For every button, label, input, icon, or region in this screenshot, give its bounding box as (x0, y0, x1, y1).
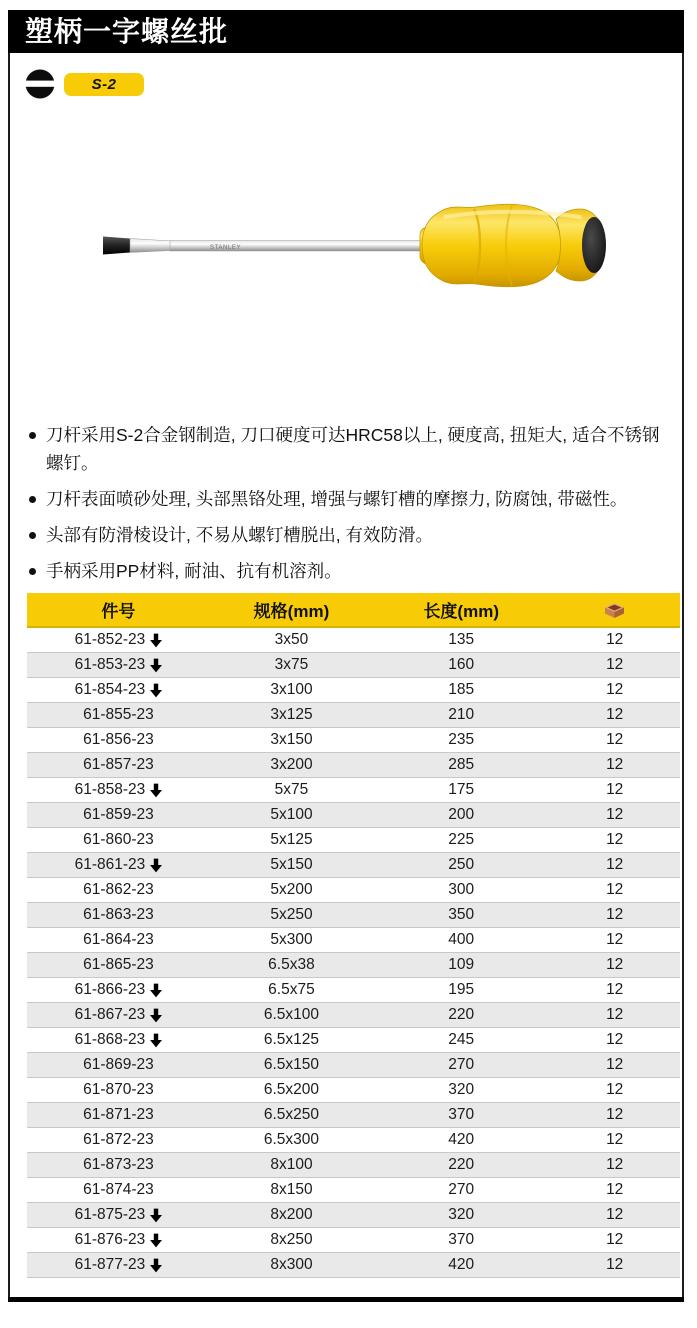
part-number: 61-858-23 (74, 781, 146, 798)
table-row (27, 627, 680, 653)
pack-qty-value: 12 (549, 1028, 680, 1053)
length-value: 420 (373, 1128, 549, 1153)
pack-qty-value: 12 (549, 1103, 680, 1128)
spec-value: 6.5x300 (210, 1128, 373, 1153)
table-row (27, 753, 680, 778)
spec-value: 6.5x250 (210, 1103, 373, 1128)
spec-value: 6.5x150 (210, 1053, 373, 1078)
product-image-screwdriver (60, 183, 620, 308)
handle-end-cap (582, 217, 606, 273)
feature-list (27, 421, 675, 585)
down-arrow-icon (150, 633, 162, 648)
table-row (27, 1028, 680, 1053)
bottom-rule (8, 1297, 684, 1302)
part-number: 61-872-23 (83, 1131, 154, 1148)
table-row (27, 803, 680, 828)
part-number: 61-863-23 (83, 906, 154, 923)
pack-qty-value: 12 (549, 1228, 680, 1253)
part-number: 61-868-23 (74, 1031, 146, 1048)
shaft-brand-text: STANLEY (210, 244, 242, 251)
part-number: 61-865-23 (83, 956, 154, 973)
pack-qty-value: 12 (549, 978, 680, 1003)
spec-value: 3x125 (210, 703, 373, 728)
length-value: 175 (373, 778, 549, 803)
part-number: 61-859-23 (83, 806, 154, 823)
pack-qty-value: 12 (549, 1253, 680, 1278)
pack-qty-value: 12 (549, 728, 680, 753)
pack-qty-value: 12 (549, 1053, 680, 1078)
spec-value: 6.5x200 (210, 1078, 373, 1103)
table-row (27, 1128, 680, 1153)
length-value: 245 (373, 1028, 549, 1053)
length-value: 270 (373, 1178, 549, 1203)
down-arrow-icon (150, 683, 162, 698)
length-value: 320 (373, 1203, 549, 1228)
length-value: 225 (373, 828, 549, 853)
pack-qty-value: 12 (549, 778, 680, 803)
part-number: 61-857-23 (83, 756, 154, 773)
part-number: 61-864-23 (83, 931, 154, 948)
col-header-length: 长度(mm) (373, 593, 549, 627)
spec-value: 8x250 (210, 1228, 373, 1253)
length-value: 185 (373, 678, 549, 703)
spec-value: 8x100 (210, 1153, 373, 1178)
length-value: 300 (373, 878, 549, 903)
part-number: 61-860-23 (83, 831, 154, 848)
table-row (27, 1228, 680, 1253)
length-value: 109 (373, 953, 549, 978)
col-header-spec: 规格(mm) (210, 593, 373, 627)
length-value: 350 (373, 903, 549, 928)
length-value: 270 (373, 1053, 549, 1078)
length-value: 160 (373, 653, 549, 678)
pack-qty-value: 12 (549, 803, 680, 828)
length-value: 210 (373, 703, 549, 728)
length-value: 370 (373, 1103, 549, 1128)
spec-value: 5x75 (210, 778, 373, 803)
part-number: 61-874-23 (83, 1181, 154, 1198)
spec-table-header-row (27, 593, 680, 627)
part-number: 61-876-23 (74, 1231, 146, 1248)
table-row (27, 778, 680, 803)
pack-qty-value: 12 (549, 903, 680, 928)
table-row (27, 928, 680, 953)
down-arrow-icon (150, 983, 162, 998)
col-header-pack-qty (549, 593, 680, 627)
table-row (27, 1178, 680, 1203)
part-number: 61-871-23 (83, 1106, 154, 1123)
part-number: 61-855-23 (83, 706, 154, 723)
part-number: 61-869-23 (83, 1056, 154, 1073)
part-number: 61-867-23 (74, 1006, 146, 1023)
down-arrow-icon (150, 658, 162, 673)
spec-value: 5x125 (210, 828, 373, 853)
part-number: 61-866-23 (74, 981, 146, 998)
spec-value: 5x250 (210, 903, 373, 928)
table-row (27, 1153, 680, 1178)
pack-qty-value: 12 (549, 1003, 680, 1028)
spec-value: 5x150 (210, 853, 373, 878)
pack-qty-value: 12 (549, 627, 680, 653)
part-number: 61-861-23 (74, 856, 146, 873)
spec-value: 5x300 (210, 928, 373, 953)
pack-qty-value: 12 (549, 953, 680, 978)
part-number: 61-856-23 (83, 731, 154, 748)
length-value: 400 (373, 928, 549, 953)
down-arrow-icon (150, 1208, 162, 1223)
pack-qty-value: 12 (549, 1078, 680, 1103)
part-number: 61-854-23 (74, 681, 146, 698)
feature-item: 手柄采用PP材料, 耐油、抗有机溶剂。 (27, 557, 675, 585)
spec-value: 3x100 (210, 678, 373, 703)
spec-value: 5x200 (210, 878, 373, 903)
part-number: 61-862-23 (83, 881, 154, 898)
down-arrow-icon (150, 1033, 162, 1048)
table-row (27, 1053, 680, 1078)
tip-type-row (25, 69, 682, 99)
length-value: 220 (373, 1003, 549, 1028)
pack-qty-value: 12 (549, 1203, 680, 1228)
pack-qty-value: 12 (549, 753, 680, 778)
spec-value: 3x150 (210, 728, 373, 753)
spec-value: 6.5x125 (210, 1028, 373, 1053)
spec-value: 8x200 (210, 1203, 373, 1228)
part-number: 61-877-23 (74, 1256, 146, 1273)
spec-value: 8x150 (210, 1178, 373, 1203)
table-row (27, 878, 680, 903)
table-row (27, 703, 680, 728)
part-number: 61-852-23 (74, 631, 146, 648)
table-row (27, 728, 680, 753)
spec-table-body (27, 627, 680, 1278)
pack-qty-value: 12 (549, 653, 680, 678)
down-arrow-icon (150, 1008, 162, 1023)
spec-value: 6.5x38 (210, 953, 373, 978)
pack-qty-value: 12 (549, 853, 680, 878)
down-arrow-icon (150, 1233, 162, 1248)
page-title: 塑柄一字螺丝批 (8, 10, 684, 53)
spec-value: 3x50 (210, 627, 373, 653)
pack-qty-value: 12 (549, 1128, 680, 1153)
table-row (27, 828, 680, 853)
table-row (27, 1003, 680, 1028)
pack-qty-value: 12 (549, 1178, 680, 1203)
spec-value: 3x75 (210, 653, 373, 678)
pack-qty-value: 12 (549, 1153, 680, 1178)
length-value: 195 (373, 978, 549, 1003)
pack-qty-value: 12 (549, 703, 680, 728)
spec-value: 8x300 (210, 1253, 373, 1278)
table-row (27, 853, 680, 878)
down-arrow-icon (150, 783, 162, 798)
length-value: 250 (373, 853, 549, 878)
spec-value: 6.5x75 (210, 978, 373, 1003)
table-row (27, 653, 680, 678)
spec-value: 6.5x100 (210, 1003, 373, 1028)
part-number: 61-853-23 (74, 656, 146, 673)
down-arrow-icon (150, 1258, 162, 1273)
part-number: 61-870-23 (83, 1081, 154, 1098)
pack-qty-value: 12 (549, 878, 680, 903)
table-row (27, 1103, 680, 1128)
table-row (27, 1078, 680, 1103)
pack-qty-value: 12 (549, 928, 680, 953)
slotted-tip-icon (25, 69, 55, 99)
length-value: 135 (373, 627, 549, 653)
length-value: 200 (373, 803, 549, 828)
catalog-page (8, 10, 684, 1302)
table-row (27, 1253, 680, 1278)
part-number: 61-875-23 (74, 1206, 146, 1223)
length-value: 320 (373, 1078, 549, 1103)
feature-item: 刀杆表面喷砂处理, 头部黑铬处理, 增强与螺钉槽的摩擦力, 防腐蚀, 带磁性。 (27, 485, 675, 513)
length-value: 420 (373, 1253, 549, 1278)
table-row (27, 978, 680, 1003)
table-row (27, 678, 680, 703)
feature-item: 刀杆采用S-2合金钢制造, 刀口硬度可达HRC58以上, 硬度高, 扭矩大, 适合不锈钢螺钉。 (27, 421, 675, 477)
spec-table (27, 593, 680, 1278)
length-value: 370 (373, 1228, 549, 1253)
down-arrow-icon (150, 858, 162, 873)
feature-item: 头部有防滑棱设计, 不易从螺钉槽脱出, 有效防滑。 (27, 521, 675, 549)
pack-qty-value: 12 (549, 828, 680, 853)
spec-value: 3x200 (210, 753, 373, 778)
table-row (27, 1203, 680, 1228)
length-value: 285 (373, 753, 549, 778)
table-row (27, 953, 680, 978)
steel-grade-badge: S-2 (64, 73, 144, 96)
part-number: 61-873-23 (83, 1156, 154, 1173)
length-value: 220 (373, 1153, 549, 1178)
table-row (27, 903, 680, 928)
page-content (8, 53, 684, 1297)
spec-value: 5x100 (210, 803, 373, 828)
carton-icon (603, 602, 626, 619)
length-value: 235 (373, 728, 549, 753)
pack-qty-value: 12 (549, 678, 680, 703)
col-header-part-no: 件号 (27, 593, 210, 627)
